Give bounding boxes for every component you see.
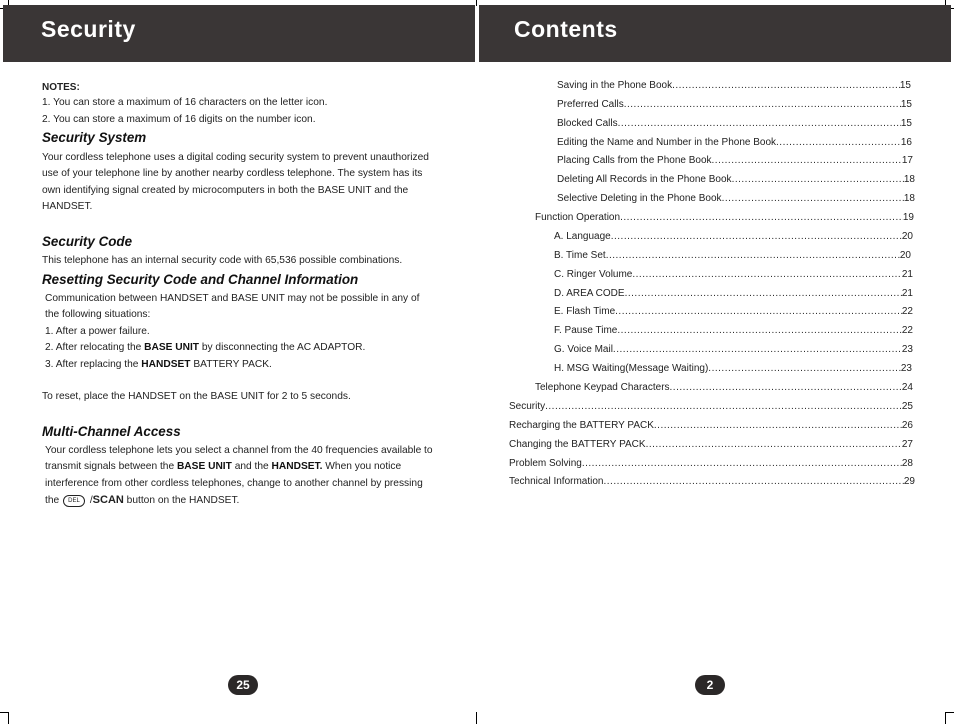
toc-label: E. Flash Time xyxy=(554,306,616,317)
toc-label: D. AREA CODE xyxy=(554,288,625,299)
toc-page-number: 24 xyxy=(901,382,913,393)
toc-leader-dots xyxy=(712,154,902,168)
item-text: BATTERY PACK. xyxy=(190,358,272,370)
toc-page-number: 17 xyxy=(901,155,913,166)
toc-page-number: 22 xyxy=(901,325,913,336)
toc-label: Changing the BATTERY PACK xyxy=(509,439,646,450)
line-text: / xyxy=(87,495,93,507)
page-number-badge: 2 xyxy=(695,675,725,695)
toc-entry[interactable] xyxy=(557,117,912,131)
toc-label: Placing Calls from the Phone Book xyxy=(557,155,712,166)
toc-entry[interactable] xyxy=(554,268,913,282)
heading-multichannel: Multi-Channel Access xyxy=(42,424,181,439)
toc-leader-dots xyxy=(722,192,904,206)
line-bold: HANDSET. xyxy=(271,461,323,473)
toc-label: Selective Deleting in the Phone Book xyxy=(557,193,722,204)
toc-entry[interactable] xyxy=(557,192,915,206)
toc-entry[interactable] xyxy=(557,98,912,112)
item-text: by disconnecting the AC ADAPTOR. xyxy=(199,342,366,354)
toc-page-number: 15 xyxy=(899,80,911,91)
heading-security-code: Security Code xyxy=(42,234,133,249)
toc-leader-dots xyxy=(604,475,904,489)
toc-label: B. Time Set xyxy=(554,250,606,261)
toc-leader-dots xyxy=(618,117,901,131)
crop-mark xyxy=(0,712,8,713)
toc-label: C. Ringer Volume xyxy=(554,269,633,280)
page-number-badge: 25 xyxy=(228,675,258,695)
toc-entry[interactable] xyxy=(557,173,915,187)
toc-entry[interactable] xyxy=(554,324,913,338)
toc-page-number: 20 xyxy=(901,231,913,242)
toc-label: Recharging the BATTERY PACK xyxy=(509,420,654,431)
notes-label: NOTES: xyxy=(42,82,80,93)
toc-label: Technical Information xyxy=(509,476,604,487)
line-text: When you notice xyxy=(322,461,402,473)
toc-leader-dots xyxy=(615,305,902,319)
paragraph-line: own identifying signal created by microcomputers in both the BASE UNIT and the xyxy=(42,184,409,196)
paragraph-line xyxy=(45,492,455,509)
toc-entry[interactable] xyxy=(509,400,913,414)
toc-entry[interactable] xyxy=(554,343,913,357)
crop-mark xyxy=(946,712,954,713)
toc-page-number: 23 xyxy=(900,363,912,374)
toc-entry[interactable] xyxy=(535,211,914,225)
toc-leader-dots xyxy=(625,287,902,301)
toc-page-number: 23 xyxy=(901,344,913,355)
item-text: 3. After replacing the xyxy=(45,358,142,370)
line-text: button on the HANDSET. xyxy=(123,495,240,507)
note-item: 2. You can store a maximum of 16 digits on the number icon. xyxy=(42,114,316,125)
toc-page-number: 15 xyxy=(900,99,912,110)
toc-label: Security xyxy=(509,401,546,412)
scan-key-label: SCAN xyxy=(92,494,124,507)
line-bold: BASE UNIT xyxy=(176,461,232,473)
heading-security-system: Security System xyxy=(42,130,147,145)
toc-entry[interactable] xyxy=(554,362,912,376)
toc-leader-dots xyxy=(620,211,903,225)
crop-mark xyxy=(8,712,9,724)
security-code-text: This telephone has an internal security code with 65,536 possible combinations. xyxy=(42,255,403,266)
multichannel-paragraph xyxy=(45,443,455,510)
toc-page-number: 18 xyxy=(903,193,915,204)
toc-page-number: 27 xyxy=(901,439,913,450)
toc-page-number: 19 xyxy=(902,212,914,223)
toc-leader-dots xyxy=(732,173,904,187)
toc-page-number: 15 xyxy=(900,118,912,129)
toc-label: Editing the Name and Number in the Phone Book xyxy=(557,137,777,148)
situation-item xyxy=(45,357,455,373)
toc-page-number: 20 xyxy=(899,250,911,261)
line-text: transmit signals between the xyxy=(45,461,177,473)
toc-entry[interactable] xyxy=(554,287,913,301)
toc-leader-dots xyxy=(582,457,902,471)
toc-leader-dots xyxy=(545,400,902,414)
toc-entry[interactable] xyxy=(509,438,913,452)
toc-page-number: 26 xyxy=(901,420,913,431)
toc-entry[interactable] xyxy=(557,154,913,168)
toc-label: Function Operation xyxy=(535,212,621,223)
resetting-paragraph xyxy=(45,291,455,373)
item-bold: BASE UNIT xyxy=(144,342,200,354)
paragraph-line: HANDSET. xyxy=(42,201,93,213)
toc-leader-dots xyxy=(672,79,900,93)
paragraph-line: the following situations: xyxy=(45,309,151,321)
toc-leader-dots xyxy=(670,381,902,395)
paragraph-line: Your cordless telephone lets you select a channel from the 40 frequencies available to xyxy=(45,445,433,456)
toc-page-number: 29 xyxy=(903,476,915,487)
situation-item xyxy=(45,340,455,356)
crop-mark xyxy=(476,0,477,6)
toc-entry[interactable] xyxy=(554,230,913,244)
paragraph-line: use of your telephone line by another nearby cordless telephone. The system has its xyxy=(42,168,423,180)
paragraph-line: interference from other cordless telephones, change to another channel by pressing xyxy=(45,477,423,489)
toc-entry[interactable] xyxy=(535,381,913,395)
toc-page-number: 22 xyxy=(901,306,913,317)
line-text: the xyxy=(45,495,62,507)
toc-label: Preferred Calls xyxy=(557,99,624,110)
toc-label: H. MSG Waiting(Message Waiting) xyxy=(554,363,709,374)
toc-entry[interactable] xyxy=(557,79,911,93)
toc-entry[interactable] xyxy=(554,249,911,263)
crop-mark xyxy=(476,712,477,724)
toc-page-number: 18 xyxy=(903,174,915,185)
toc-leader-dots xyxy=(654,419,902,433)
toc-label: Blocked Calls xyxy=(557,118,618,129)
toc-leader-dots xyxy=(632,268,902,282)
toc-leader-dots xyxy=(624,98,901,112)
crop-mark xyxy=(945,712,946,724)
toc-leader-dots xyxy=(646,438,902,452)
heading-resetting: Resetting Security Code and Channel Information xyxy=(42,272,359,287)
del-key-icon: DEL xyxy=(63,495,85,507)
page-title-security: Security xyxy=(41,16,136,42)
toc-entry[interactable] xyxy=(509,419,913,433)
toc-page-number: 21 xyxy=(901,269,913,280)
situation-item: 1. After a power failure. xyxy=(45,325,150,337)
reset-instruction: To reset, place the HANDSET on the BASE UNIT for 2 to 5 seconds. xyxy=(42,391,351,402)
toc-label: G. Voice Mail xyxy=(554,344,613,355)
toc-label: Problem Solving xyxy=(509,458,582,469)
toc-leader-dots xyxy=(613,343,902,357)
page-title-contents: Contents xyxy=(514,16,618,42)
security-system-paragraph xyxy=(42,150,452,216)
toc-entry[interactable] xyxy=(509,475,915,489)
toc-page-number: 16 xyxy=(900,137,912,148)
note-item: 1. You can store a maximum of 16 characters on the letter icon. xyxy=(42,97,328,108)
line-text: and the xyxy=(231,461,272,473)
toc-label: Deleting All Records in the Phone Book xyxy=(557,174,732,185)
toc-label: A. Language xyxy=(554,231,611,242)
toc-page-number: 25 xyxy=(901,401,913,412)
toc-leader-dots xyxy=(606,249,900,263)
toc-leader-dots xyxy=(611,230,902,244)
item-bold: HANDSET xyxy=(141,358,191,370)
toc-leader-dots xyxy=(617,324,902,338)
toc-label: F. Pause Time xyxy=(554,325,618,336)
toc-leader-dots xyxy=(776,136,901,150)
paragraph-line: Your cordless telephone uses a digital coding security system to prevent unauthorized xyxy=(42,152,429,163)
toc-entry[interactable] xyxy=(557,136,912,150)
toc-leader-dots xyxy=(708,362,901,376)
toc-page-number: 21 xyxy=(901,288,913,299)
toc-label: Saving in the Phone Book xyxy=(557,80,673,91)
toc-entry[interactable] xyxy=(554,305,913,319)
toc-page-number: 28 xyxy=(901,458,913,469)
item-text: 2. After relocating the xyxy=(45,342,145,354)
toc-entry[interactable] xyxy=(509,457,913,471)
toc-label: Telephone Keypad Characters xyxy=(535,382,670,393)
paragraph-line xyxy=(45,459,455,475)
paragraph-line: Communication between HANDSET and BASE UNIT may not be possible in any of xyxy=(45,293,420,304)
